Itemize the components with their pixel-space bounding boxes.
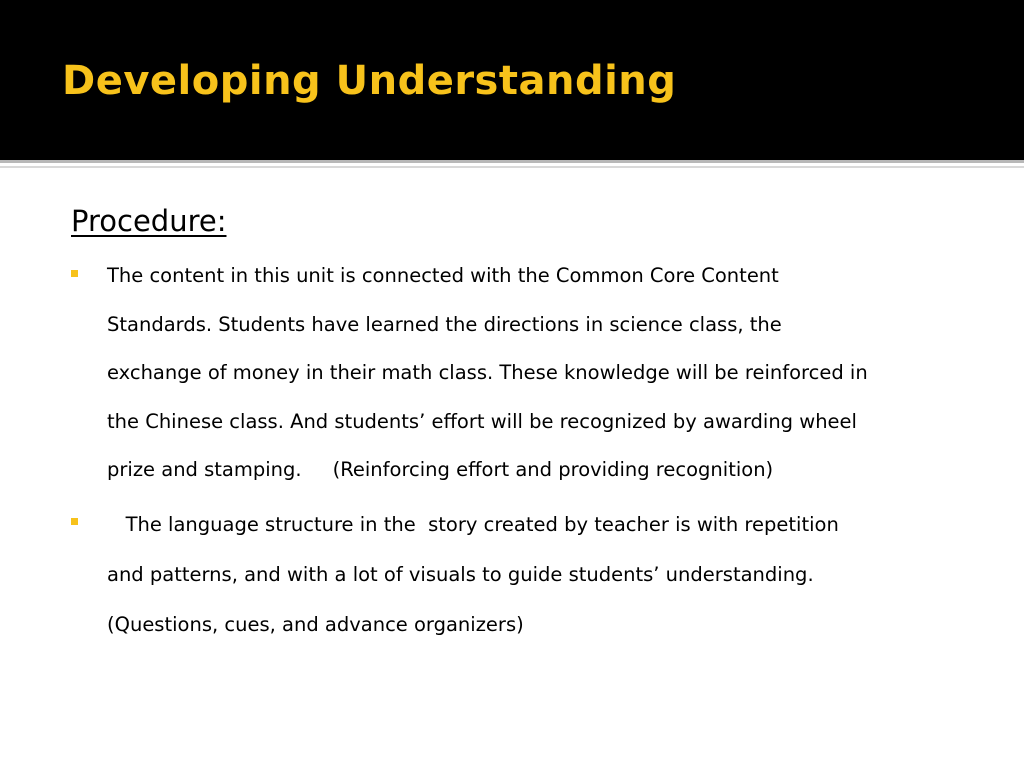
paragraph-line: the Chinese class. And students’ effort will be recognized by awarding wheel [107, 409, 857, 433]
bullet-square-icon [71, 270, 78, 277]
paragraph-line: and patterns, and with a lot of visuals to guide students’ understanding. [107, 563, 814, 586]
paragraph-line: Standards. Students have learned the directions in science class, the [107, 312, 782, 336]
bullet-paragraph-language-structure [107, 510, 987, 660]
paragraph-line: The language structure in the story created by teacher is with repetition [107, 513, 839, 536]
divider-line-thin [0, 166, 1024, 168]
paragraph-line: The content in this unit is connected with the Common Core Content [107, 264, 779, 287]
bullet-paragraph-content-standards [107, 261, 987, 504]
paragraph-line: prize and stamping. (Reinforcing effort and providing recognition) [107, 458, 774, 481]
slide-title: Developing Understanding [62, 58, 677, 104]
section-label: Procedure: [71, 204, 227, 238]
title-bar [0, 0, 1024, 160]
paragraph-line: exchange of money in their math class. These knowledge will be reinforced in [107, 361, 868, 384]
divider-line [0, 160, 1024, 163]
paragraph-line: (Questions, cues, and advance organizers) [107, 613, 524, 636]
bullet-square-icon [71, 518, 78, 525]
